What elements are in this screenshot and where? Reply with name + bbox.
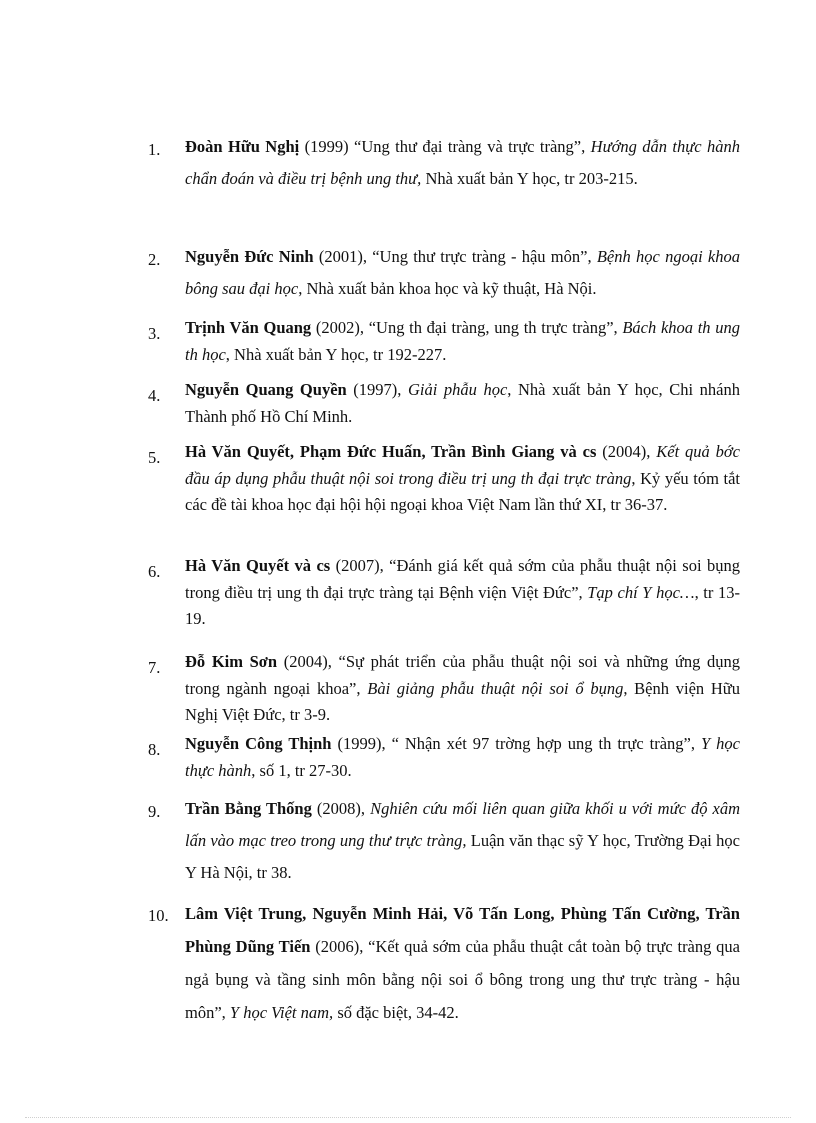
reference-text	[185, 649, 740, 729]
reference-list	[148, 131, 740, 1029]
reference-authors: Đỗ Kim Sơn	[185, 652, 278, 671]
reference-title: Bệnh học ngoại khoa bông sau đại học	[185, 247, 740, 298]
reference-publisher: , Nhà xuất bản khoa học và kỹ thuật, Hà Nội.	[298, 279, 597, 298]
reference-authors: Trịnh Văn Quang	[185, 318, 312, 337]
reference-title: Bài giảng phẫu thuật nội soi ổ bụng	[367, 678, 624, 698]
page-bottom-divider	[25, 1117, 791, 1118]
reference-number: 7.	[148, 658, 161, 677]
reference-number: 6.	[148, 562, 161, 581]
reference-publisher: , tr 13-19.	[185, 582, 740, 628]
reference-number: 1.	[148, 140, 161, 159]
reference-authors: Nguyễn Công Thịnh	[185, 734, 332, 753]
reference-item	[148, 315, 740, 369]
reference-authors: Trần Bằng Thống	[185, 799, 312, 818]
reference-item	[148, 131, 740, 227]
reference-text	[185, 553, 740, 633]
reference-title: Hướng dẫn thực hành chẩn đoán và điều trị bệnh ung thư,	[185, 137, 740, 188]
reference-text	[185, 439, 740, 519]
reference-details: (2004), “Sự phát triển của phẫu thuật nội soi và những ứng dụng trong ngành ngoại khoa”,	[185, 652, 740, 698]
reference-details: (1999) “Ung thư đại tràng và trực tràng”,	[299, 137, 591, 156]
reference-publisher: , Kỷ yếu tóm tắt các đề tài khoa học đại hội hội ngoại khoa Việt Nam lần thứ XI, tr 36-37.	[185, 468, 740, 514]
reference-item	[148, 553, 740, 637]
reference-text	[185, 131, 740, 195]
reference-details: (2002), “Ung th đại tràng, ung th trực tràng”,	[311, 318, 623, 337]
reference-publisher: , số 1, tr 27-30.	[251, 760, 352, 780]
reference-number: 4.	[148, 386, 161, 405]
reference-text	[185, 377, 740, 430]
reference-item	[148, 793, 740, 893]
reference-text	[185, 315, 740, 368]
reference-text	[185, 731, 740, 784]
reference-title: Nghiên cứu mối liên quan giữa khối u với mức độ xâm lấn vào mạc treo trong ung thư trực tràng,	[185, 799, 740, 850]
reference-publisher: , Nhà xuất bản Y học, tr 192-227.	[225, 344, 447, 364]
reference-item	[148, 897, 740, 1029]
reference-details: (2001), “Ung thư trực tràng - hậu môn”,	[313, 247, 597, 266]
reference-authors: Nguyễn Quang Quyền	[185, 380, 347, 399]
reference-number: 3.	[148, 324, 161, 343]
reference-details: (2008),	[311, 799, 371, 818]
reference-number: 5.	[148, 448, 161, 467]
reference-title: Bách khoa th ung th học	[185, 318, 741, 364]
reference-title: Giải phẫu học	[407, 380, 508, 399]
reference-authors: Nguyễn Đức Ninh	[185, 247, 314, 266]
reference-details: (2007), “Đánh giá kết quả sớm của phẫu thuật nội soi bụng trong điều trị ung th đại trực tràng tại Bệnh viện Việt Đức”,	[185, 556, 740, 602]
reference-title: Tạp chí Y học…	[587, 582, 695, 602]
reference-item	[148, 649, 740, 725]
reference-authors: Hà Văn Quyết và cs	[185, 556, 331, 575]
reference-item	[148, 377, 740, 429]
reference-details: (2006), “Kết quả sớm của phẫu thuật cắt toàn bộ trực tràng qua ngả bụng và tầng sinh môn bằng nội soi ổ bông trong ung thư trực tràng - hậu môn”,	[185, 937, 740, 1022]
reference-item	[148, 241, 740, 305]
reference-authors: Lâm Việt Trung, Nguyễn Minh Hải, Võ Tấn Long, Phùng Tấn Cường, Trần Phùng Dũng Tiến	[185, 904, 740, 956]
reference-authors: Hà Văn Quyết, Phạm Đức Huấn, Trần Bình Giang và cs	[185, 442, 597, 461]
reference-publisher: , Nhà xuất bản Y học, Chi nhánh Thành phố Hồ Chí Minh.	[185, 380, 740, 426]
reference-text	[185, 241, 740, 305]
reference-details: (2004),	[596, 442, 657, 461]
reference-number: 8.	[148, 740, 161, 759]
reference-details: (1997),	[346, 380, 408, 399]
reference-title: Y học Việt nam,	[229, 1003, 334, 1022]
reference-authors: Đoàn Hữu Nghị	[185, 137, 300, 156]
reference-publisher: Nhà xuất bản Y học, tr 203-215.	[421, 169, 638, 188]
reference-details: (1999), “ Nhận xét 97 trờng hợp ung th trực tràng”,	[331, 734, 701, 753]
reference-text	[185, 793, 740, 889]
reference-number: 10.	[148, 906, 169, 925]
reference-number: 2.	[148, 250, 161, 269]
reference-number: 9.	[148, 802, 161, 821]
reference-publisher: , Bệnh viện Hữu Nghị Việt Đức, tr 3-9.	[185, 678, 740, 724]
reference-item	[148, 439, 740, 545]
reference-publisher: Luận văn thạc sỹ Y học, Trường Đại học Y Hà Nội, tr 38.	[185, 831, 740, 882]
reference-text	[185, 897, 740, 1029]
reference-publisher: số đặc biệt, 34-42.	[333, 1003, 459, 1022]
reference-title: Kết quả bớc đầu áp dụng phẫu thuật nội soi trong điều trị ung th đại trực tràng	[185, 442, 740, 488]
reference-item	[148, 731, 740, 783]
reference-title: Y học thực hành	[185, 734, 740, 780]
